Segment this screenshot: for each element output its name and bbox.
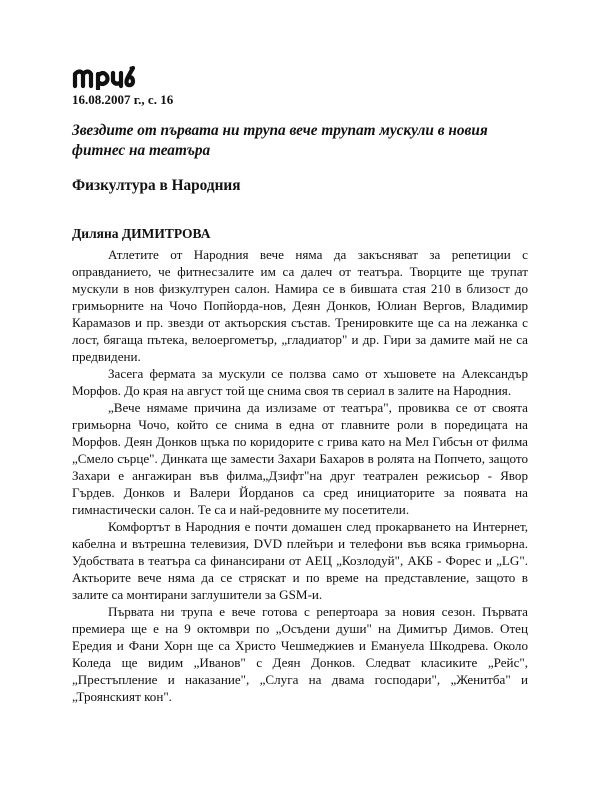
date-line: 16.08.2007 г., с. 16 xyxy=(72,92,174,107)
article-paragraph: Атлетите от Народния вече няма да закъсняват за репетиции с оправданието, че фитнесзалите им са далеч от театъра. Творците ще трупат мускули в нов физкултурен салон. Намира се в бившата стая 210 в близост до гримьорните на Чочо Попйорда-нов, Деян Донков, Юлиан Вергов, Владимир Карамазов и пр. звезди от актьорския състав. Тренировките ще са на лежанка с лост, бягаща пътека, велоергометър, „гладиатор" и др. Гири за дамите май не са предвидени. xyxy=(72,247,528,364)
article-author: Диляна ДИМИТРОВА xyxy=(72,226,211,241)
article-paragraph: Комфортът в Народния е почти домашен след прокарването на Интернет, кабелна и вътрешна телевизия, DVD плейъри и телефони във всяка гримьорна. Удобствата в театъра са финансирани от АЕЦ „Козлодуй", АКБ - Форес и „LG". Актьорите вече няма да се стряскат и по време на представление, защото в залите са монтирани заглушители за GSM-и. xyxy=(72,519,528,602)
trud-logo-icon xyxy=(72,64,136,90)
article-headline: Физкултура в Народния xyxy=(72,177,241,194)
trud-logo xyxy=(72,64,136,90)
article-subtitle: Звездите от първата ни трупа вече трупат мускули в новия фитнес на театъра xyxy=(72,122,488,159)
article-paragraph: Първата ни трупа е вече готова с репертоара за новия сезон. Първата премиера ще е на 9 октомври по „Осъдени души" на Димитър Димов. Отец Ередия и Фани Хорн ще са Христо Чешмеджиев и Емануела Шкодрева. Около Коледа ще видим „Иванов" с Деян Донков. Следват класиките „Рейс", „Престъпление и наказание", „Слуга на двама господари", „Женитба" и „Троянският кон". xyxy=(72,604,528,704)
article-paragraph: Засега фермата за мускули се ползва само от хъшовете на Александър Морфов. До края на август той ще снима своя тв сериал в залите на Народния. xyxy=(72,366,528,398)
article-paragraph: „Вече нямаме причина да излизаме от театъра", провиква се от своята гримьорна Чочо, който се снима в една от главните роли в поредицата на Морфов. Деян Донков щъка по коридорите с грива като на Мел Гибсън от филма „Смело сърце". Динката ще замести Захари Бахаров в ролята на Попчето, защото Захари е ангажиран във филма„Дзифт"на друг театрален режисьор - Явор Гърдев. Донков и Валери Йорданов са сред инициаторите за появата на гимнастически салон. Те са и най-редовните му посетители. xyxy=(72,400,528,517)
article-body xyxy=(72,246,528,705)
